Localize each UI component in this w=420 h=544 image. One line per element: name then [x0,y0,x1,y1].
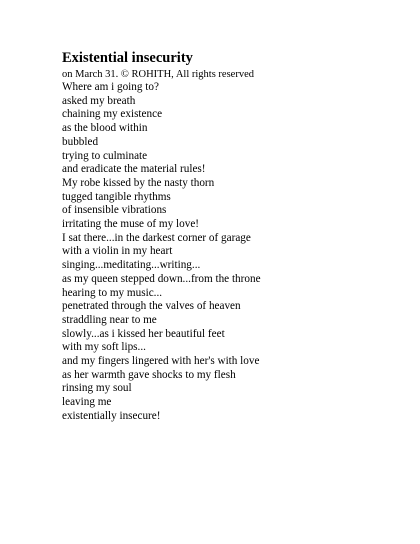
poem-line: chaining my existence [62,108,163,121]
poem-line: irritating the muse of my love! [62,218,200,231]
poem-line: and my fingers lingered with her's with love [62,355,260,368]
poem-line: asked my breath [62,94,136,107]
poem-line: with my soft lips... [62,341,146,354]
poem-line: as the blood within [62,122,148,135]
poem-line: Where am i going to? [62,81,159,93]
poem-page [62,50,402,424]
poem-line: trying to culminate [62,149,148,162]
poem-line: and eradicate the material rules! [62,163,206,176]
poem-line: singing...meditating...writing... [62,259,201,272]
poem-line: rinsing my soul [62,382,132,395]
poem-line: existentially insecure! [62,409,161,422]
poem-line: tugged tangible rhythms [62,190,171,203]
poem-body [62,81,402,424]
poem-line: as her warmth gave shocks to my flesh [62,368,236,381]
poem-line: I sat there...in the darkest corner of garage [62,231,251,244]
poem-line: hearing to my music... [62,286,163,299]
poem-line: with a violin in my heart [62,245,173,258]
poem-title: Existential insecurity [62,50,193,66]
poem-line: straddling near to me [62,313,157,326]
poem-line: of insensible vibrations [62,204,167,217]
poem-line: penetrated through the valves of heaven [62,300,241,313]
poem-line: leaving me [62,396,112,409]
poem-line: as my queen stepped down...from the throne [62,272,261,285]
poem-line: slowly...as i kissed her beautiful feet [62,327,225,340]
poem-line: My robe kissed by the nasty thorn [62,176,215,189]
byline-copyright: on March 31. © ROHITH, All rights reserved [62,69,254,80]
poem-line: bubbled [62,135,99,148]
